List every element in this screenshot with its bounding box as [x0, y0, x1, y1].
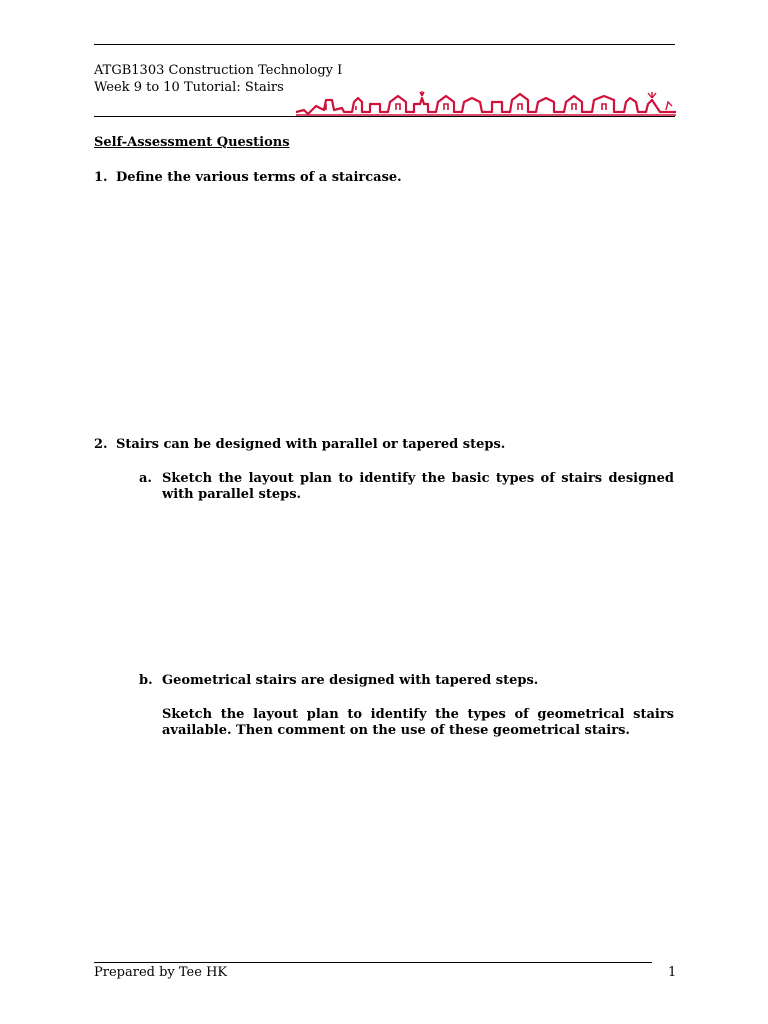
section-title: Self-Assessment Questions — [94, 135, 290, 150]
tutorial-title: Week 9 to 10 Tutorial: Stairs — [94, 80, 284, 95]
footer-rule — [94, 962, 652, 963]
question-1-text: Define the various terms of a staircase. — [116, 170, 402, 185]
header-rule — [94, 116, 675, 117]
question-2a-letter: a. — [139, 471, 152, 486]
page-number: 1 — [668, 965, 677, 980]
question-2b-letter: b. — [139, 673, 153, 688]
question-2-text: Stairs can be designed with parallel or tapered steps. — [116, 437, 506, 452]
course-title: ATGB1303 Construction Technology I — [94, 63, 343, 78]
prepared-by: Prepared by Tee HK — [94, 965, 228, 980]
question-2b-text: Geometrical stairs are designed with tapered steps. — [162, 673, 539, 688]
question-2a-text: Sketch the layout plan to identify the basic types of stairs designed with parallel steps. — [162, 471, 674, 502]
question-1-number: 1. — [94, 170, 108, 185]
house-skyline-decoration-icon — [296, 88, 676, 118]
question-2-number: 2. — [94, 437, 108, 452]
question-2b-instruction: Sketch the layout plan to identify the types of geometrical stairs available. Then comment on the use of these geometrical stairs. — [162, 707, 674, 738]
top-rule — [94, 44, 675, 45]
